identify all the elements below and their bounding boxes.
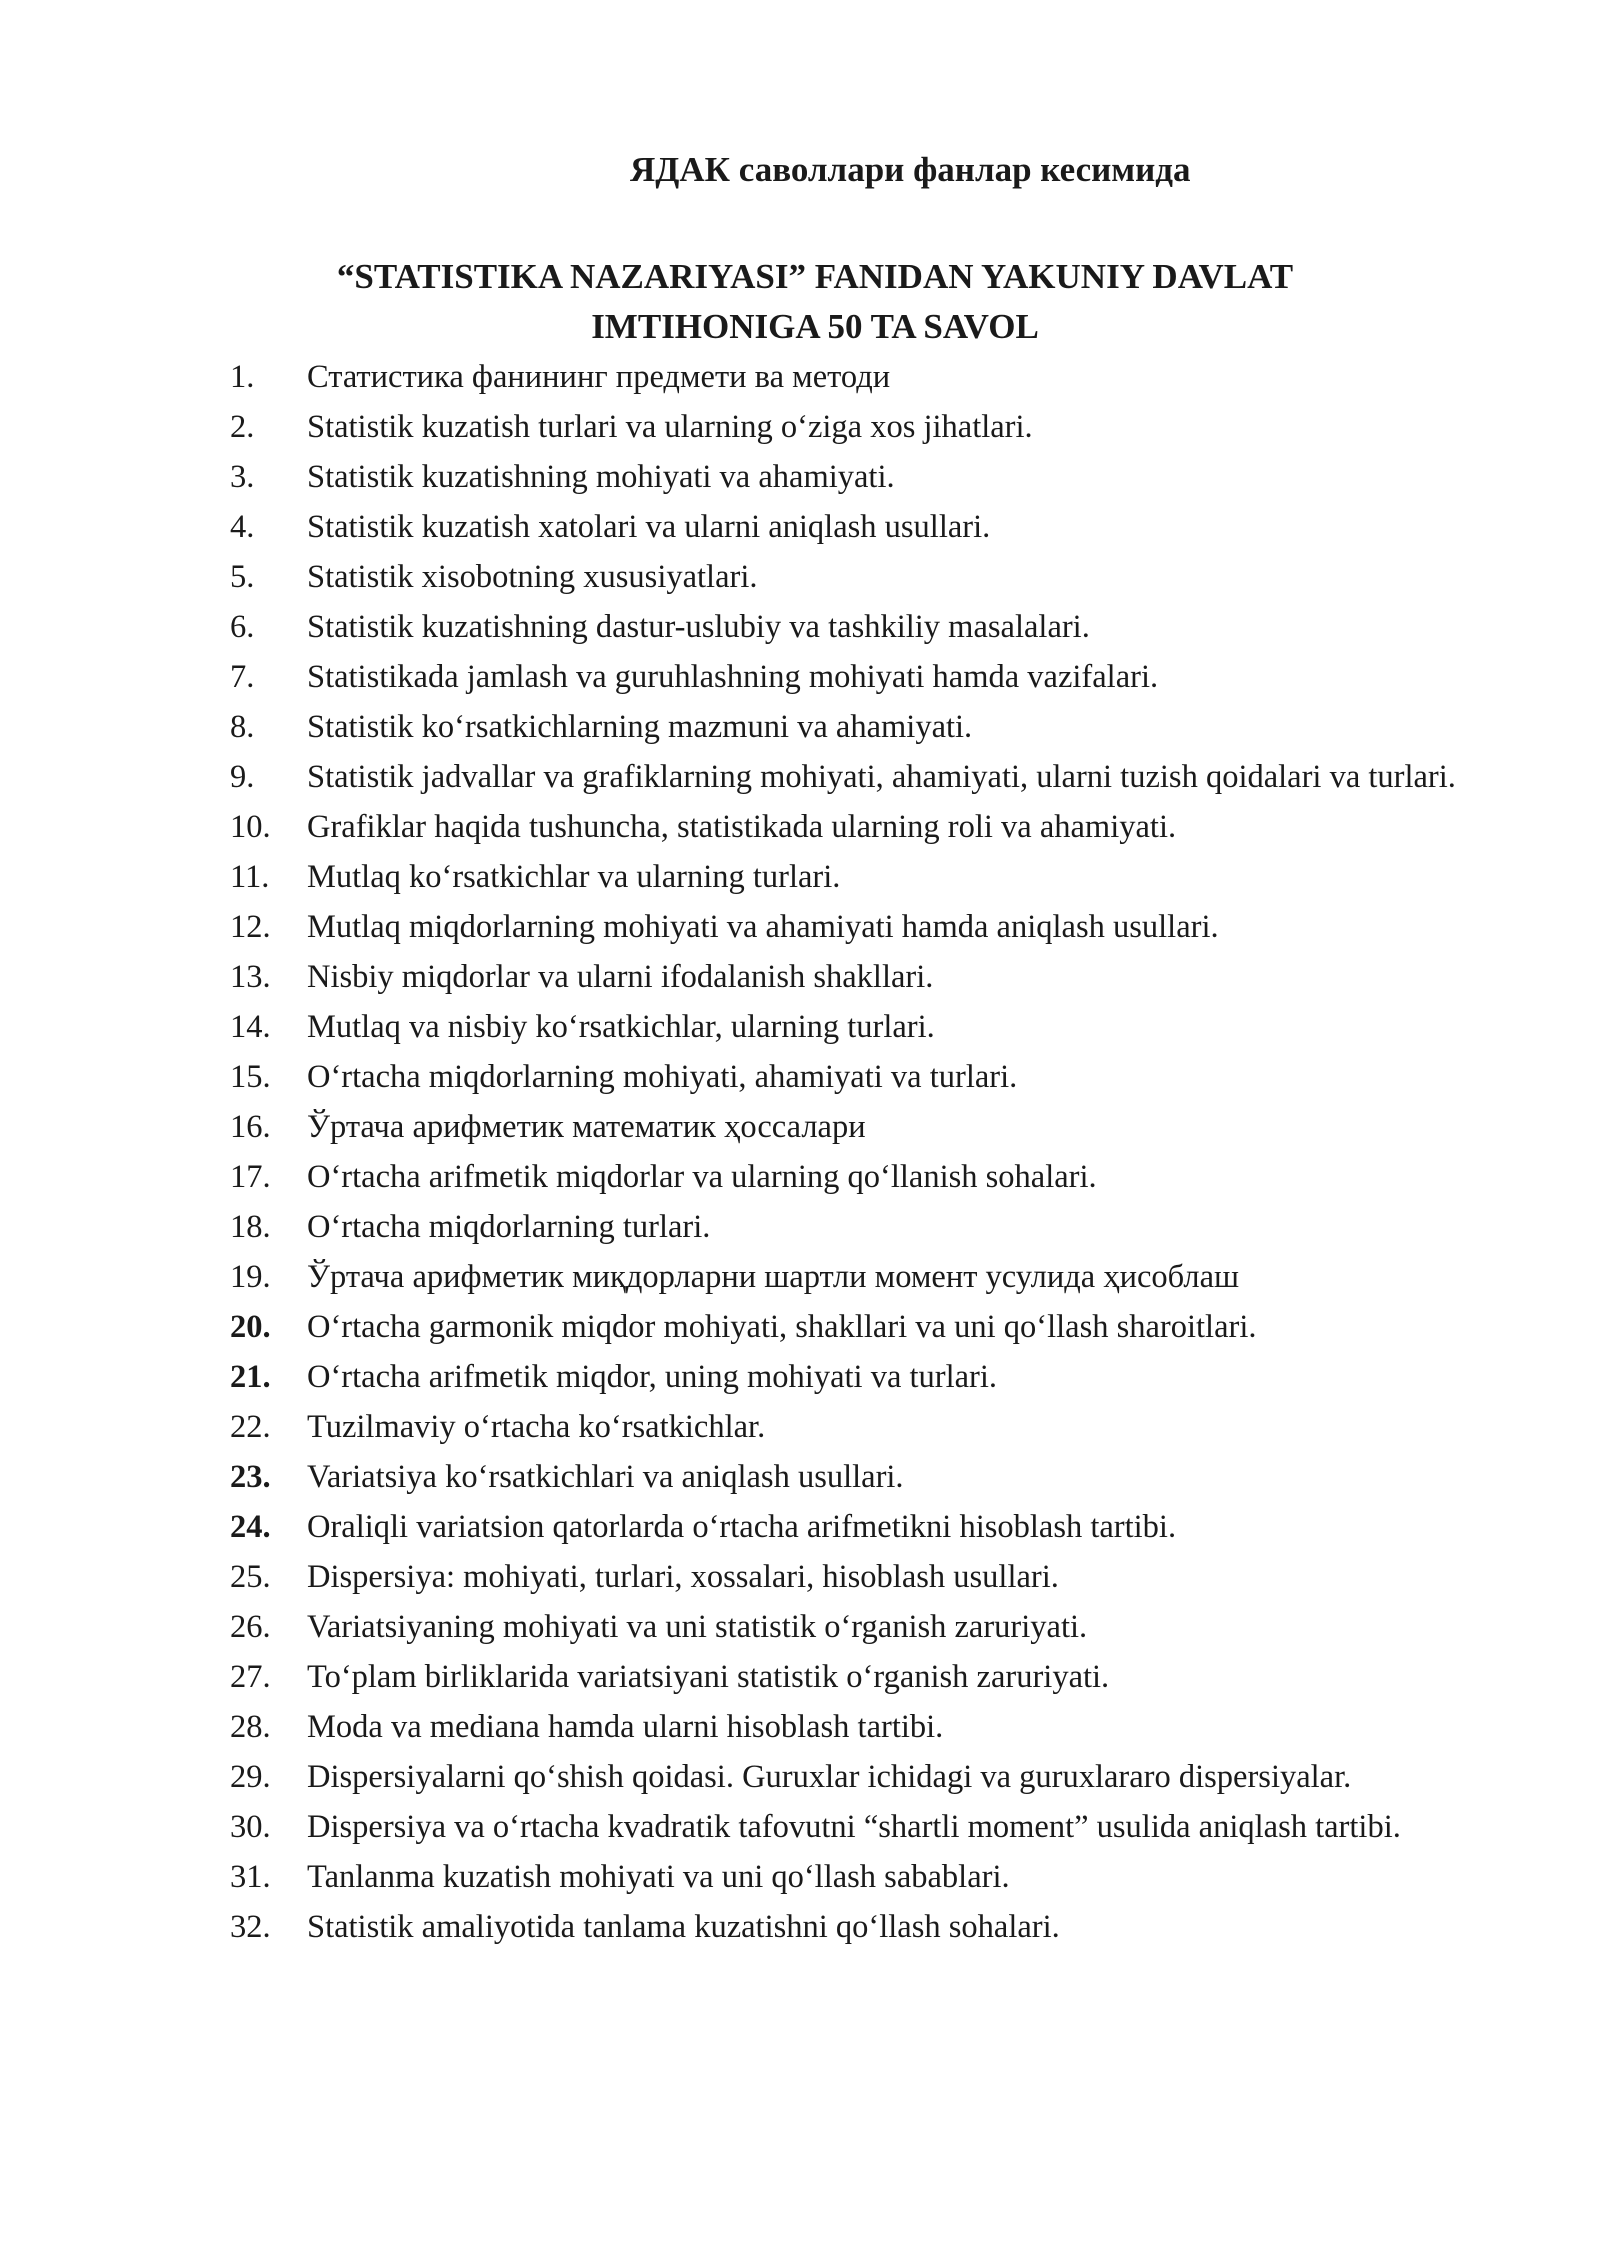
question-text: Ўртача арифметик математик ҳоссалари xyxy=(307,1109,866,1145)
question-text: Dispersiyalarni qoʻshish qoidasi. Guruxlar ichidagi va guruxlararo dispersiyalar. xyxy=(307,1759,1352,1795)
question-number: 19. xyxy=(230,1259,271,1295)
question-text: Nisbiy miqdorlar va ularni ifodalanish shakllari. xyxy=(307,959,934,995)
header-title: ЯДАК саволлари фанлар кесимида xyxy=(630,150,1191,189)
question-number: 30. xyxy=(230,1809,271,1845)
question-number: 4. xyxy=(230,509,255,545)
question-text: Statistik amaliyotida tanlama kuzatishni qoʻllash sohalari. xyxy=(307,1909,1060,1945)
subject-title: “STATISTIKA NAZARIYASI” FANIDAN YAKUNIY DAVLAT IMTIHONIGA 50 TA SAVOL xyxy=(336,257,1294,346)
question-number: 24. xyxy=(230,1509,271,1545)
question-text: Grafiklar haqida tushuncha, statistikada ularning roli va ahamiyati. xyxy=(307,809,1177,845)
question-number: 31. xyxy=(230,1859,271,1895)
question-item xyxy=(230,1152,1492,1202)
question-item xyxy=(230,652,1492,702)
question-item xyxy=(230,902,1492,952)
question-text: Tanlanma kuzatish mohiyati va uni qoʻllash sabablari. xyxy=(307,1859,1010,1895)
question-text: Statistik kuzatish turlari va ularning oʻziga xos jihatlari. xyxy=(307,409,1033,445)
question-item xyxy=(230,602,1492,652)
question-text: Toʻplam birliklarida variatsiyani statistik oʻrganish zaruriyati. xyxy=(307,1659,1110,1695)
question-item xyxy=(230,752,1492,802)
question-text: Oraliqli variatsion qatorlarda oʻrtacha arifmetikni hisoblash tartibi. xyxy=(307,1509,1177,1545)
question-number: 28. xyxy=(230,1709,271,1745)
question-item xyxy=(230,1102,1492,1152)
question-text: Mutlaq koʻrsatkichlar va ularning turlari. xyxy=(307,859,841,895)
question-text: Mutlaq miqdorlarning mohiyati va ahamiyati hamda aniqlash usullari. xyxy=(307,909,1219,945)
question-number: 26. xyxy=(230,1609,271,1645)
question-item xyxy=(230,1752,1492,1802)
question-number: 23. xyxy=(230,1459,271,1495)
question-item xyxy=(230,1302,1492,1352)
question-number: 6. xyxy=(230,609,255,645)
question-item xyxy=(230,402,1492,452)
question-number: 14. xyxy=(230,1009,271,1045)
question-number: 1. xyxy=(230,359,255,395)
question-item xyxy=(230,852,1492,902)
question-number: 11. xyxy=(230,859,270,895)
question-text: Statistik koʻrsatkichlarning mazmuni va ahamiyati. xyxy=(307,709,973,745)
question-item xyxy=(230,552,1492,602)
question-item xyxy=(230,1552,1492,1602)
question-text: Statistik kuzatish xatolari va ularni aniqlash usullari. xyxy=(307,509,991,545)
question-text: Dispersiya va oʻrtacha kvadratik tafovutni “shartli moment” usulida aniqlash tartibi. xyxy=(307,1809,1401,1845)
question-item xyxy=(230,352,1492,402)
question-number: 9. xyxy=(230,759,255,795)
question-item xyxy=(230,452,1492,502)
question-text: Variatsiyaning mohiyati va uni statistik oʻrganish zaruriyati. xyxy=(307,1609,1088,1645)
question-number: 29. xyxy=(230,1759,271,1795)
question-text: Oʻrtacha arifmetik miqdor, uning mohiyati va turlari. xyxy=(307,1359,998,1395)
question-number: 17. xyxy=(230,1159,271,1195)
question-number: 25. xyxy=(230,1559,271,1595)
question-text: Statistikada jamlash va guruhlashning mohiyati hamda vazifalari. xyxy=(307,659,1159,695)
question-item xyxy=(230,1702,1492,1752)
question-item xyxy=(230,1352,1492,1402)
question-number: 15. xyxy=(230,1059,271,1095)
question-item xyxy=(230,702,1492,752)
question-item xyxy=(230,1402,1492,1452)
question-number: 8. xyxy=(230,709,255,745)
question-item xyxy=(230,1602,1492,1652)
question-item xyxy=(230,1002,1492,1052)
question-text: Mutlaq va nisbiy koʻrsatkichlar, ularning turlari. xyxy=(307,1009,935,1045)
question-text: Variatsiya koʻrsatkichlari va aniqlash usullari. xyxy=(307,1459,904,1495)
question-number: 13. xyxy=(230,959,271,995)
question-text: Statistik kuzatishning dastur-uslubiy va tashkiliy masalalari. xyxy=(307,609,1090,645)
question-number: 10. xyxy=(230,809,271,845)
question-number: 7. xyxy=(230,659,255,695)
question-item xyxy=(230,1202,1492,1252)
question-item xyxy=(230,1452,1492,1502)
question-number: 3. xyxy=(230,459,255,495)
question-item xyxy=(230,802,1492,852)
question-text: Oʻrtacha garmonik miqdor mohiyati, shakllari va uni qoʻllash sharoitlari. xyxy=(307,1309,1257,1345)
question-text: Dispersiya: mohiyati, turlari, xossalari, hisoblash usullari. xyxy=(307,1559,1059,1595)
question-item xyxy=(230,1502,1492,1552)
question-item xyxy=(230,1652,1492,1702)
question-text: Moda va mediana hamda ularni hisoblash tartibi. xyxy=(307,1709,944,1745)
question-item xyxy=(230,1052,1492,1102)
question-number: 5. xyxy=(230,559,255,595)
question-item xyxy=(230,952,1492,1002)
question-number: 12. xyxy=(230,909,271,945)
question-text: Tuzilmaviy oʻrtacha koʻrsatkichlar. xyxy=(307,1409,766,1445)
question-item xyxy=(230,1852,1492,1902)
question-number: 20. xyxy=(230,1309,271,1345)
question-number: 16. xyxy=(230,1109,271,1145)
question-item xyxy=(230,1252,1492,1302)
question-text: Statistik xisobotning xususiyatlari. xyxy=(307,559,758,595)
question-text: Ўртача арифметик миқдорларни шартли момент усулида ҳисоблаш xyxy=(307,1259,1240,1295)
question-item xyxy=(230,1902,1492,1952)
question-number: 2. xyxy=(230,409,255,445)
question-item xyxy=(230,502,1492,552)
question-number: 22. xyxy=(230,1409,271,1445)
question-text: Oʻrtacha miqdorlarning mohiyati, ahamiyati va turlari. xyxy=(307,1059,1018,1095)
question-item xyxy=(230,1802,1492,1852)
question-text: Oʻrtacha arifmetik miqdorlar va ularning qoʻllanish sohalari. xyxy=(307,1159,1097,1195)
questions-list xyxy=(230,352,1492,1952)
question-number: 18. xyxy=(230,1209,271,1245)
question-number: 21. xyxy=(230,1359,271,1395)
question-text: Statistik kuzatishning mohiyati va ahamiyati. xyxy=(307,459,895,495)
question-number: 32. xyxy=(230,1909,271,1945)
question-number: 27. xyxy=(230,1659,271,1695)
question-text: Oʻrtacha miqdorlarning turlari. xyxy=(307,1209,711,1245)
question-text: Статистика фанининг предмети ва методи xyxy=(307,359,891,395)
question-text: Statistik jadvallar va grafiklarning mohiyati, ahamiyati, ularni tuzish qoidalari va turlari. xyxy=(307,759,1456,795)
